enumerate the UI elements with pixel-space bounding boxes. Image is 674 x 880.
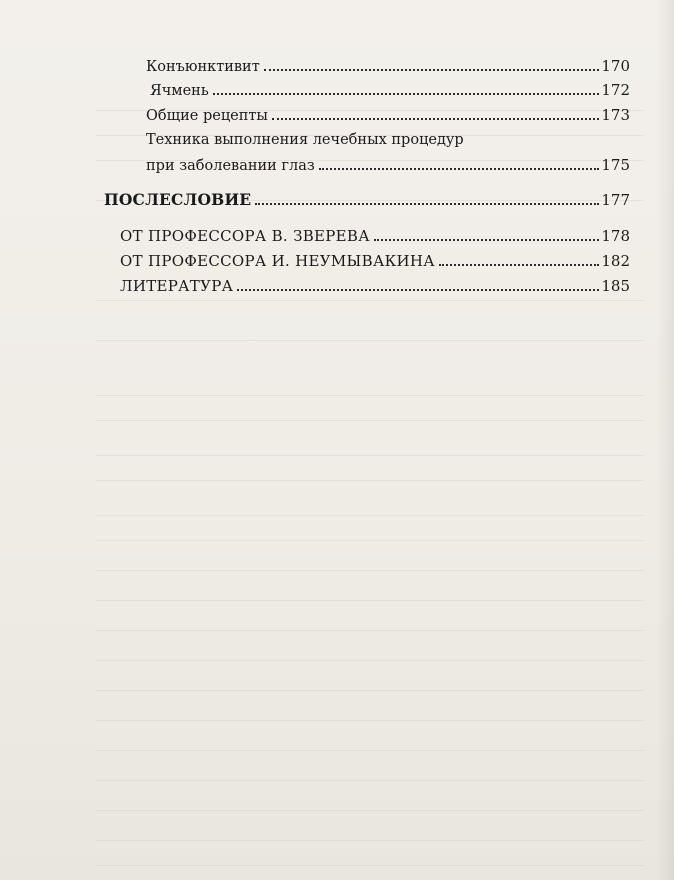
toc-entry-title: при заболевании глаз (146, 158, 315, 174)
toc-page-number: 178 (601, 227, 630, 245)
toc-page-number: 175 (601, 156, 630, 174)
dot-leader (319, 168, 600, 170)
toc-entry-title: ОТ ПРОФЕССОРА И. НЕУМЫВАКИНА (120, 252, 435, 270)
toc-entry-title: ПОСЛЕСЛОВИЕ (104, 190, 252, 209)
toc-entry-afterword[interactable] (104, 190, 630, 210)
toc-page-number: 170 (601, 57, 630, 75)
toc-entry-conjunctivitis[interactable] (146, 56, 630, 77)
toc-entry-title-line1: Техника выполнения лечебных процедур (146, 132, 464, 148)
toc-page-number: 185 (601, 277, 630, 295)
toc-page-number: 172 (601, 81, 630, 99)
dot-leader (439, 264, 599, 266)
toc-page-number: 177 (601, 191, 630, 209)
toc-entry-literature[interactable] (120, 276, 630, 296)
toc-entry-procedures[interactable] (146, 155, 630, 176)
dot-leader (374, 239, 599, 241)
dot-leader (264, 69, 600, 71)
toc-page-number: 173 (601, 106, 630, 124)
toc-entry-title: ЛИТЕРАТУРА (120, 277, 234, 295)
dot-leader (213, 93, 600, 95)
toc-entry-title: ОТ ПРОФЕССОРА В. ЗВЕРЕВА (120, 227, 370, 245)
toc-entry-title: Конъюнктивит (146, 59, 260, 75)
toc-page-number: 182 (601, 252, 630, 270)
toc-entry-title: Общие рецепты (146, 108, 268, 124)
toc-entry-neumyvakin[interactable] (120, 251, 630, 271)
toc-entry-stye[interactable] (146, 80, 630, 101)
toc-entry-zverev[interactable] (120, 226, 630, 246)
toc-entry-title: Ячмень (150, 83, 209, 99)
toc-entry-general-recipes[interactable] (146, 105, 630, 126)
dot-leader (272, 118, 599, 120)
dot-leader (255, 203, 599, 205)
page-edge-shadow (656, 0, 674, 880)
dot-leader (237, 289, 599, 291)
